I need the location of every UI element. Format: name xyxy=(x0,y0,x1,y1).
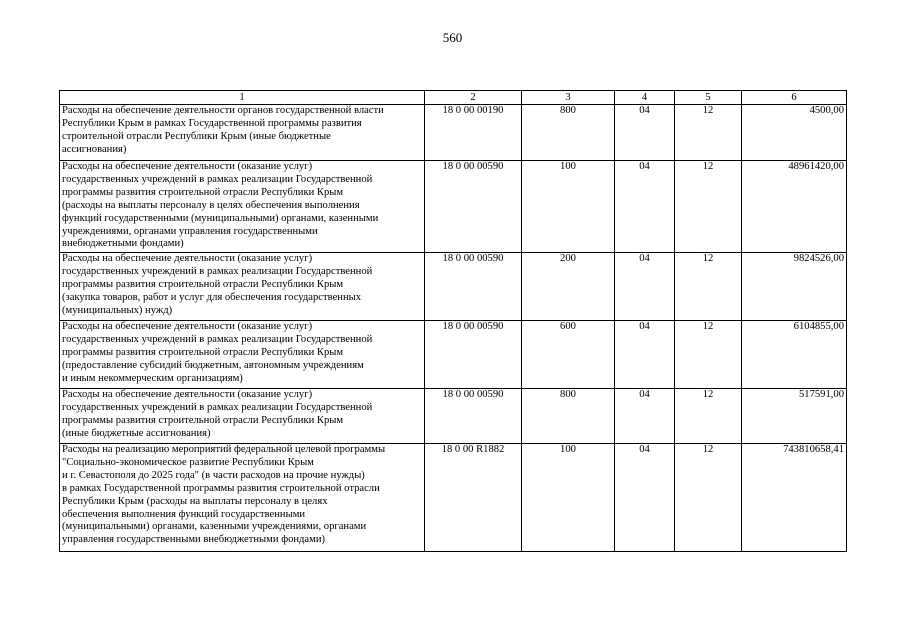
row-subsection-code: 12 xyxy=(675,389,742,444)
row-expense-type-code: 600 xyxy=(522,321,615,389)
column-header-3: 3 xyxy=(522,91,615,105)
row-target-article-code: 18 0 00 00590 xyxy=(425,389,522,444)
table-row xyxy=(60,161,847,253)
row-subsection-code: 12 xyxy=(675,161,742,253)
row-section-code: 04 xyxy=(615,389,675,444)
row-amount: 517591,00 xyxy=(742,389,847,444)
row-description: Расходы на обеспечение деятельности (оказание услуг) государственных учреждений в рамках реализации Государственной программы развития строительной отрасли Республики Крым (закупка товаров, работ и услуг для обеспечения государственных (муниципальных) нужд) xyxy=(60,253,425,321)
row-subsection-code: 12 xyxy=(675,444,742,552)
column-header-2: 2 xyxy=(425,91,522,105)
row-description: Расходы на обеспечение деятельности (оказание услуг) государственных учреждений в рамках реализации Государственной программы развития строительной отрасли Республики Крым (предоставление субсидий бюджетным, автономным учреждениям и иным некоммерческим организациям) xyxy=(60,321,425,389)
row-subsection-code: 12 xyxy=(675,321,742,389)
row-subsection-code: 12 xyxy=(675,253,742,321)
row-target-article-code: 18 0 00 00190 xyxy=(425,105,522,161)
row-description: Расходы на реализацию мероприятий федеральной целевой программы "Социально-экономическое развитие Республики Крым и г. Севастополя до 2025 года" (в части расходов на прочие нужды) в рамках Государственной программы развития строительной отрасли Республики Крым (расходы на выплаты персоналу в целях обеспечения выполнения функций государственными (муниципальными) органами, казенными учреждениями, органами управления государственными внебюджетными фондами) xyxy=(60,444,425,552)
row-section-code: 04 xyxy=(615,444,675,552)
table-row xyxy=(60,321,847,389)
row-subsection-code: 12 xyxy=(675,105,742,161)
row-description: Расходы на обеспечение деятельности (оказание услуг) государственных учреждений в рамках реализации Государственной программы развития строительной отрасли Республики Крым (иные бюджетные ассигнования) xyxy=(60,389,425,444)
row-description: Расходы на обеспечение деятельности органов государственной власти Республики Крым в рамках Государственной программы развития строительной отрасли Республики Крым (иные бюджетные ассигнования) xyxy=(60,105,425,161)
column-header-1: 1 xyxy=(60,91,425,105)
row-target-article-code: 18 0 00 R1882 xyxy=(425,444,522,552)
table-row xyxy=(60,444,847,552)
page-number: 560 xyxy=(442,30,463,45)
budget-table xyxy=(59,90,847,552)
column-header-4: 4 xyxy=(615,91,675,105)
row-section-code: 04 xyxy=(615,105,675,161)
column-header-5: 5 xyxy=(675,91,742,105)
row-section-code: 04 xyxy=(615,161,675,253)
row-target-article-code: 18 0 00 00590 xyxy=(425,253,522,321)
row-amount: 6104855,00 xyxy=(742,321,847,389)
table-row xyxy=(60,389,847,444)
row-section-code: 04 xyxy=(615,253,675,321)
row-amount: 743810658,41 xyxy=(742,444,847,552)
row-expense-type-code: 100 xyxy=(522,161,615,253)
row-target-article-code: 18 0 00 00590 xyxy=(425,321,522,389)
table-row xyxy=(60,105,847,161)
row-section-code: 04 xyxy=(615,321,675,389)
row-expense-type-code: 800 xyxy=(522,105,615,161)
table-row xyxy=(60,253,847,321)
row-amount: 4500,00 xyxy=(742,105,847,161)
row-expense-type-code: 800 xyxy=(522,389,615,444)
row-expense-type-code: 100 xyxy=(522,444,615,552)
row-amount: 48961420,00 xyxy=(742,161,847,253)
row-amount: 9824526,00 xyxy=(742,253,847,321)
row-description: Расходы на обеспечение деятельности (оказание услуг) государственных учреждений в рамках реализации Государственной программы развития строительной отрасли Республики Крым (расходы на выплаты персоналу в целях обеспечения выполнения функций государственными (муниципальными) органами, казенными учреждениями, органами управления государственными внебюджетными фондами) xyxy=(60,161,425,253)
table-header-row xyxy=(60,91,847,105)
column-header-6: 6 xyxy=(742,91,847,105)
row-target-article-code: 18 0 00 00590 xyxy=(425,161,522,253)
row-expense-type-code: 200 xyxy=(522,253,615,321)
